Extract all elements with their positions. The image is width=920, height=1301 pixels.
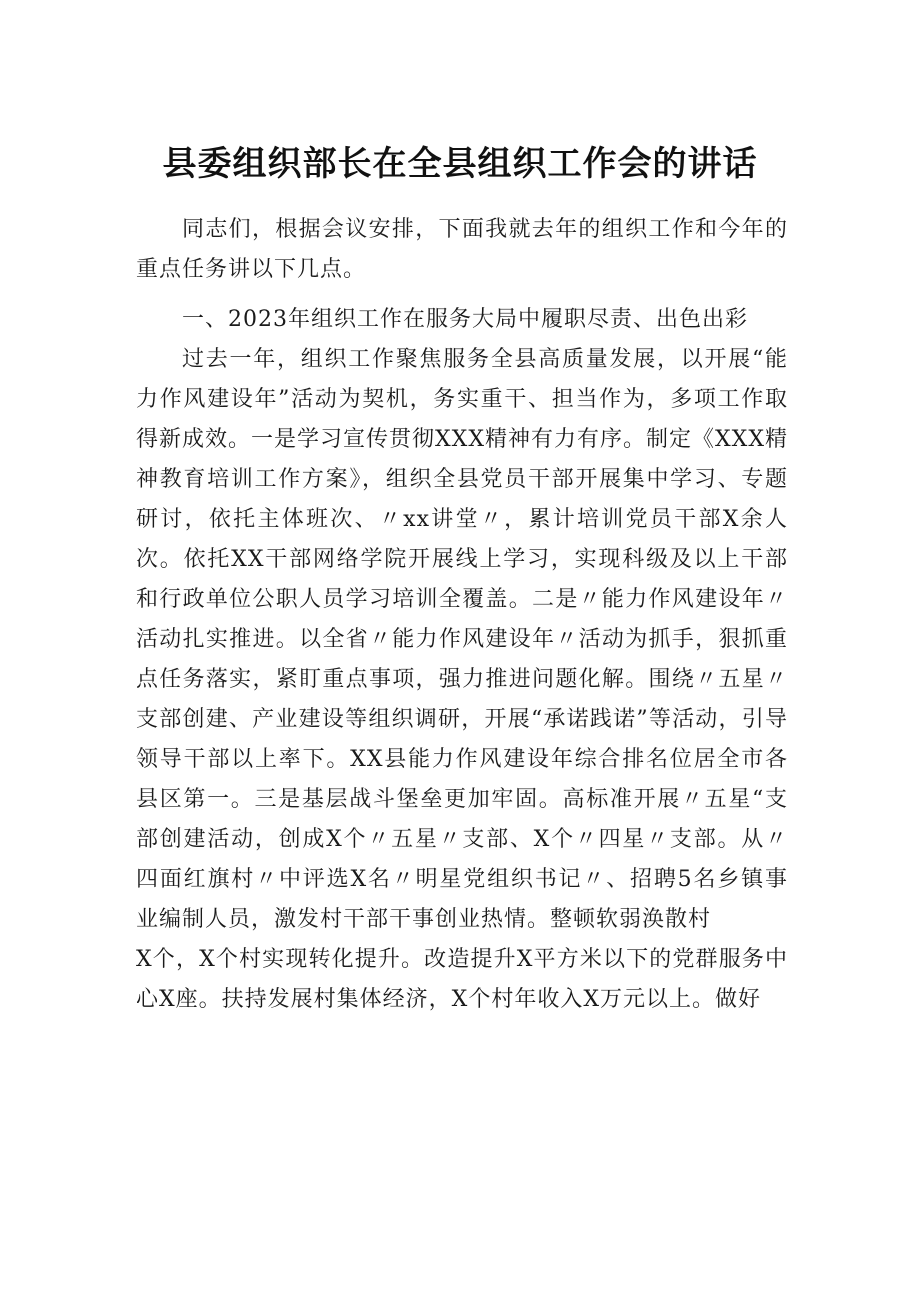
section-heading-1: 一、2023年组织工作在服务大局中履职尽责、出色出彩	[182, 307, 748, 332]
paragraph-continuation: X个，X个村实现转化提升。改造提升X平方米以下的党群服务中心X座。扶持发展村集体经济，X个村年收入X万元以上。做好	[136, 947, 788, 1012]
page-title: 县委组织部长在全县组织工作会的讲话	[162, 144, 758, 184]
document-body	[136, 210, 788, 1020]
paragraph-review-2023: 过去一年，组织工作聚焦服务全县高质量发展，以开展“能力作风建设年”活动为契机，务实重干、担当作为，多项工作取得新成效。一是学习宣传贯彻XXX精神有力有序。制定《XXX精神教育培训工作方案》，组织全县党员干部开展集中学习、专题研讨，依托主体班次、〃xx讲堂〃，累计培训党员干部X余人次。依托XX干部网络学院开展线上学习，实现科级及以上干部和行政单位公职人员学习培训全覆盖。二是〃能力作风建设年〃活动扎实推进。以全省〃能力作风建设年〃活动为抓手，狠抓重点任务落实，紧盯重点事项，强力推进问题化解。围绕〃五星〃支部创建、产业建设等组织调研，开展“承诺践诺”等活动，引导领导干部以上率下。XX县能力作风建设年综合排名位居全市各县区第一。三是基层战斗堡垒更加牢固。高标准开展〃五星“支部创建活动，创成X个〃五星〃支部、X个〃四星〃支部。从〃四面红旗村〃中评选X名〃明星党组织书记〃、招聘5名乡镇事业编制人员，激发村干部干事创业热情。整顿软弱涣散村	[136, 347, 788, 932]
paragraph-intro: 同志们，根据会议安排，下面我就去年的组织工作和今年的重点任务讲以下几点。	[136, 217, 788, 282]
